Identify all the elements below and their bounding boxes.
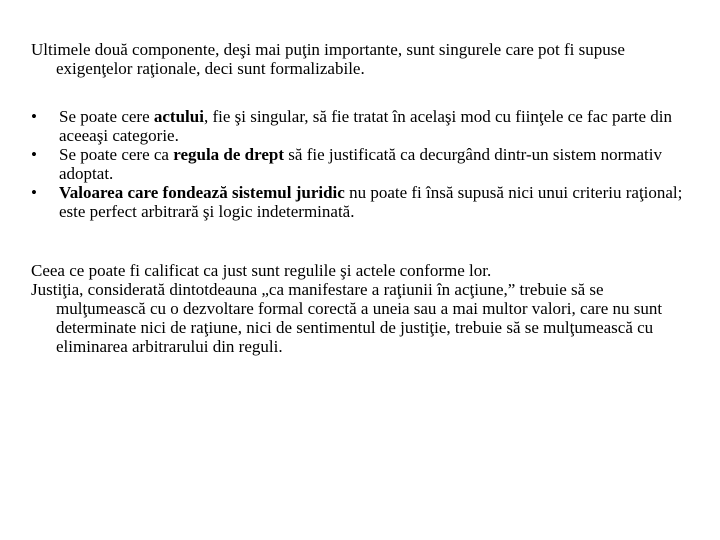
closing-paragraphs: [31, 261, 691, 356]
bullet-text-before: Se poate cere: [59, 107, 154, 126]
bullet-icon: •: [31, 183, 37, 202]
intro-text: Ultimele două componente, deşi mai puţin importante, sunt singurele care pot fi supuse exigenţelor raţionale, deci sunt formalizabile.: [31, 40, 625, 78]
bullet-text-bold: Valoarea care fondează sistemul juridic: [59, 183, 345, 202]
bullet-text-bold: regula de drept: [173, 145, 285, 164]
bullet-text-after: nu poate fi însă supusă nici unui criteriu raţional; este perfect arbitrară şi logic indeterminată.: [59, 183, 683, 221]
list-item: [31, 183, 691, 221]
list-item: [31, 145, 691, 183]
bullet-icon: •: [31, 145, 37, 164]
bullet-text-before: Se poate cere ca: [59, 145, 174, 164]
bullet-text-after: să fie justificată ca decurgând dintr-un sistem normativ adoptat.: [59, 145, 662, 183]
closing-text-1: Ceea ce poate fi calificat ca just sunt regulile şi actele conforme lor.: [31, 261, 492, 280]
closing-text-2: Justiţia, considerată dintotdeauna „ca manifestare a raţiunii în acţiune,” trebuie să se mulţumească cu o dezvoltare formal corectă a uneia sau a mai multor valori, care nu sunt determinate nici de raţiune, nici de sentimentul de justiţie, trebuie să se mulţumească cu eliminarea arbitrarului din reguli.: [31, 280, 663, 356]
bullet-text-after: , fie şi singular, să fie tratat în acelaşi mod cu fiinţele ce fac parte din aceeaşi categorie.: [59, 107, 672, 145]
bullet-list: [31, 107, 691, 221]
intro-paragraph: [31, 40, 691, 78]
bullet-text-bold: actului: [153, 107, 204, 126]
bullet-icon: •: [31, 107, 37, 126]
list-item: [31, 107, 691, 145]
